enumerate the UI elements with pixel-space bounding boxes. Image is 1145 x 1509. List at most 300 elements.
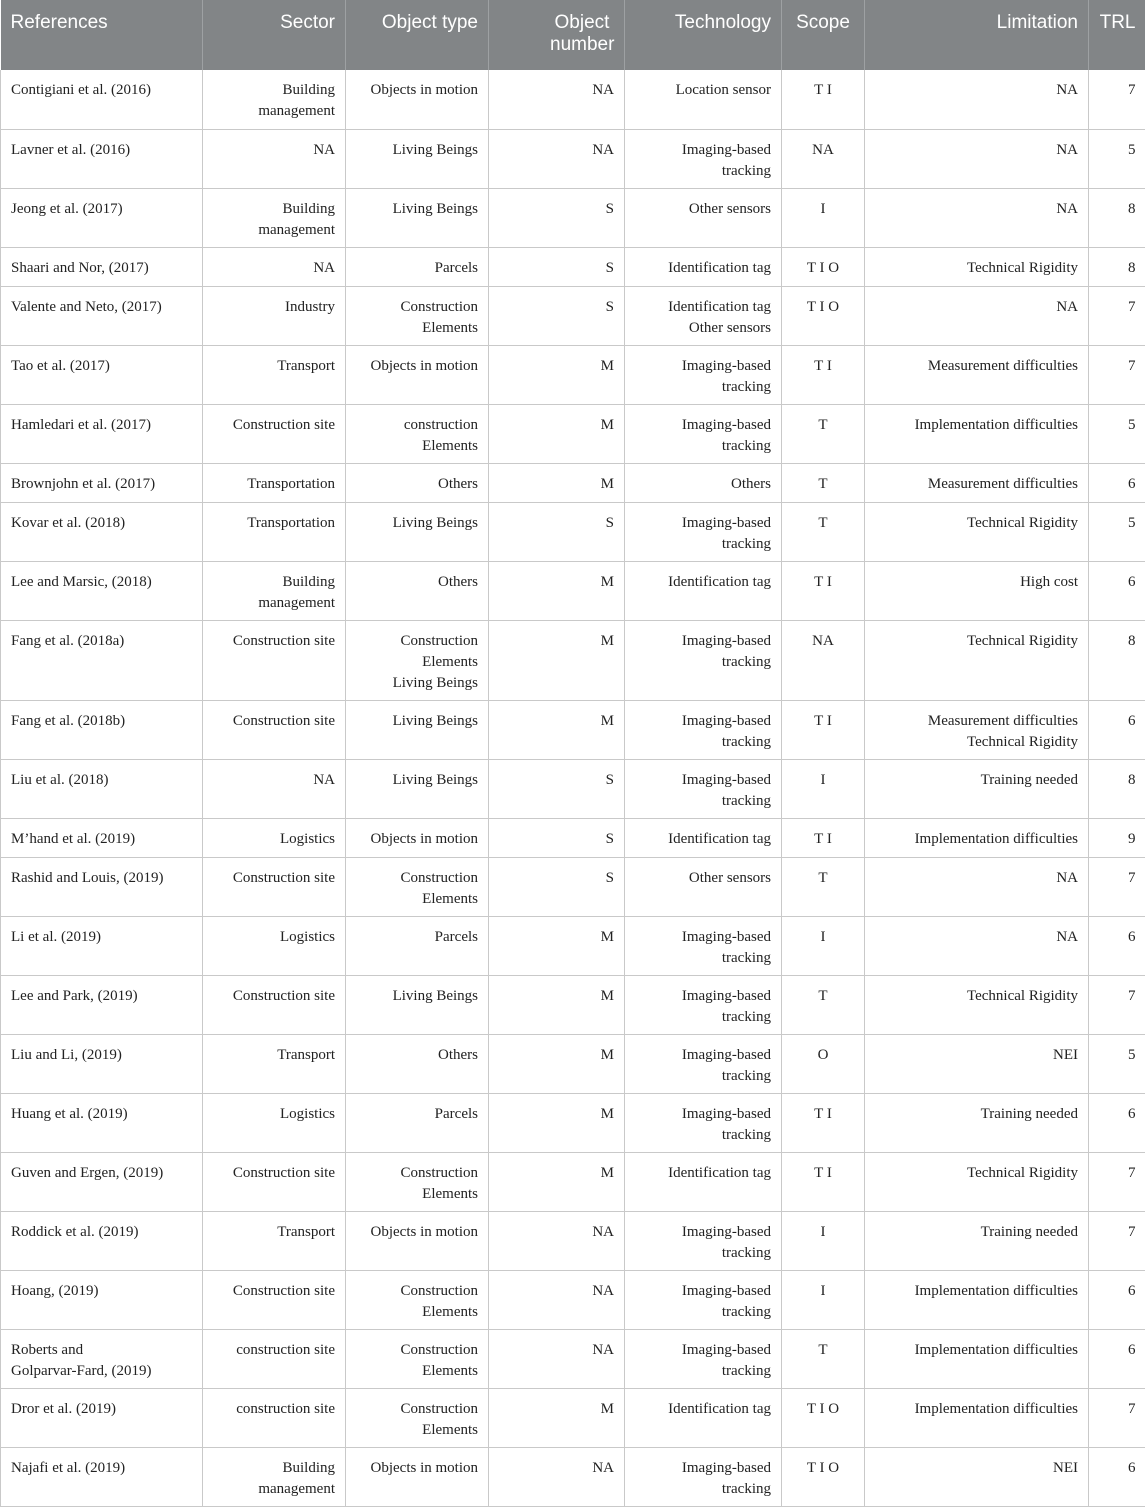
cell-limitation-line: NA: [1056, 141, 1078, 158]
cell-reference-line: Brownjohn et al. (2017): [11, 475, 156, 492]
cell-object-number-value: M: [600, 1400, 614, 1417]
cell-technology-line: tracking: [721, 653, 771, 670]
cell-object-type-line: Elements: [422, 1362, 478, 1379]
cell-object-type-line: Parcels: [434, 259, 478, 276]
cell-sector-line: Transport: [277, 1046, 335, 1063]
cell-sector: [203, 345, 346, 404]
cell-object-type: [346, 1270, 489, 1329]
table-row: [1, 247, 1145, 286]
cell-trl-value: 5: [1128, 514, 1136, 531]
cell-sector-line: Logistics: [280, 1105, 335, 1122]
cell-trl-value: 5: [1128, 1046, 1136, 1063]
cell-reference: [1, 857, 203, 916]
cell-object-type-line: Elements: [422, 319, 478, 336]
cell-object-type-line: Others: [438, 573, 478, 590]
cell-scope: [782, 1329, 865, 1388]
cell-scope: [782, 975, 865, 1034]
cell-object-type: [346, 1211, 489, 1270]
cell-object-number-value: M: [600, 573, 614, 590]
cell-limitation-line: NA: [1056, 298, 1078, 315]
cell-trl: [1089, 129, 1145, 188]
cell-reference: [1, 1034, 203, 1093]
cell-sector: [203, 404, 346, 463]
cell-technology-line: Imaging-based: [681, 357, 771, 374]
cell-technology: [625, 247, 782, 286]
cell-scope-value: I: [820, 1223, 826, 1240]
cell-technology-line: Identification tag: [668, 573, 771, 590]
cell-technology: [625, 129, 782, 188]
cell-reference-line: Kovar et al. (2018): [11, 514, 126, 531]
cell-reference-line: Najafi et al. (2019): [11, 1459, 126, 1476]
cell-sector: [203, 759, 346, 818]
cell-object-type-line: Elements: [422, 437, 478, 454]
cell-sector: [203, 463, 346, 502]
cell-technology-line: tracking: [721, 1362, 771, 1379]
cell-technology-line: Imaging-based: [681, 771, 771, 788]
cell-sector: [203, 1211, 346, 1270]
cell-object-type-line: Parcels: [434, 1105, 478, 1122]
cell-reference-line: Rashid and Louis, (2019): [11, 869, 164, 886]
cell-object-type: [346, 818, 489, 857]
cell-scope-value: T: [818, 416, 828, 433]
cell-trl-value: 5: [1128, 141, 1136, 158]
cell-technology: [625, 1152, 782, 1211]
cell-scope: [782, 857, 865, 916]
table-row: [1, 1093, 1145, 1152]
cell-scope-value: T I O: [806, 1400, 840, 1417]
cell-scope: [782, 818, 865, 857]
cell-limitation: [865, 975, 1089, 1034]
cell-technology-line: tracking: [721, 1480, 771, 1497]
cell-object-number: [489, 463, 625, 502]
cell-object-number: [489, 759, 625, 818]
cell-technology: [625, 1034, 782, 1093]
cell-object-type: [346, 620, 489, 700]
cell-scope-value: T I O: [806, 1459, 840, 1476]
header-references: References: [1, 0, 203, 70]
cell-scope-value: T: [818, 987, 828, 1004]
cell-technology: [625, 286, 782, 345]
cell-object-number-value: M: [600, 416, 614, 433]
cell-limitation-line: Technical Rigidity: [966, 1164, 1078, 1181]
cell-object-number-value: S: [605, 259, 614, 276]
cell-trl: [1089, 404, 1145, 463]
cell-technology-line: Imaging-based: [681, 1341, 771, 1358]
cell-scope-value: T I: [814, 357, 832, 374]
table-row: [1, 975, 1145, 1034]
table-row: [1, 1447, 1145, 1506]
cell-sector-line: NA: [313, 771, 335, 788]
cell-scope: [782, 1211, 865, 1270]
cell-trl-value: 5: [1128, 416, 1136, 433]
cell-sector-line: Construction site: [232, 416, 335, 433]
header-object-type: Object type: [346, 0, 489, 70]
cell-technology-line: Identification tag: [668, 298, 771, 315]
header-object-number-label: Object number: [550, 12, 615, 55]
cell-technology: [625, 463, 782, 502]
cell-object-number-value: S: [605, 298, 614, 315]
cell-sector: [203, 129, 346, 188]
cell-object-type: [346, 188, 489, 247]
cell-object-number: [489, 1152, 625, 1211]
cell-limitation-line: Implementation difficulties: [914, 416, 1078, 433]
cell-trl-value: 6: [1128, 573, 1136, 590]
cell-reference-line: Fang et al. (2018a): [11, 632, 125, 649]
cell-reference: [1, 1152, 203, 1211]
cell-object-number: [489, 916, 625, 975]
cell-limitation: [865, 1447, 1089, 1506]
table-row: [1, 70, 1145, 129]
cell-reference-line: Dror et al. (2019): [11, 1400, 116, 1417]
cell-technology-line: Imaging-based: [681, 141, 771, 158]
cell-sector-line: Building: [282, 200, 335, 217]
cell-sector-line: Transportation: [247, 514, 335, 531]
cell-reference: [1, 975, 203, 1034]
cell-trl: [1089, 502, 1145, 561]
cell-object-type-line: Objects in motion: [370, 357, 478, 374]
cell-sector: [203, 1093, 346, 1152]
cell-reference: [1, 759, 203, 818]
cell-object-type: [346, 1034, 489, 1093]
cell-object-number: [489, 561, 625, 620]
cell-reference: [1, 1388, 203, 1447]
cell-object-type-line: Living Beings: [392, 200, 478, 217]
cell-trl-value: 7: [1128, 357, 1136, 374]
cell-trl-value: 8: [1128, 771, 1136, 788]
cell-reference: [1, 1447, 203, 1506]
cell-limitation: [865, 70, 1089, 129]
cell-object-type-line: Elements: [422, 1303, 478, 1320]
cell-sector: [203, 70, 346, 129]
cell-limitation: [865, 502, 1089, 561]
cell-scope-value: I: [820, 1282, 826, 1299]
cell-scope-value: T I O: [806, 298, 840, 315]
cell-limitation: [865, 1152, 1089, 1211]
cell-reference-line: Golparvar-Fard, (2019): [11, 1362, 152, 1379]
cell-trl: [1089, 1388, 1145, 1447]
cell-object-number: [489, 247, 625, 286]
cell-technology: [625, 1329, 782, 1388]
cell-scope-value: T I: [814, 1164, 832, 1181]
cell-sector: [203, 916, 346, 975]
cell-object-number: [489, 857, 625, 916]
cell-object-number: [489, 975, 625, 1034]
table-row: [1, 1211, 1145, 1270]
cell-technology-line: tracking: [721, 733, 771, 750]
cell-sector-line: Transport: [277, 1223, 335, 1240]
cell-technology-line: Imaging-based: [681, 1223, 771, 1240]
cell-limitation: [865, 700, 1089, 759]
cell-scope-value: T I: [814, 82, 832, 98]
cell-limitation: [865, 916, 1089, 975]
cell-reference-line: Lee and Park, (2019): [11, 987, 138, 1004]
cell-object-type: [346, 916, 489, 975]
cell-object-type: [346, 759, 489, 818]
cell-object-type-line: Others: [438, 475, 478, 492]
cell-limitation: [865, 345, 1089, 404]
cell-technology-line: Location sensor: [675, 82, 771, 98]
cell-scope: [782, 1152, 865, 1211]
cell-reference: [1, 1329, 203, 1388]
cell-object-type-line: Construction: [400, 298, 478, 315]
table-row: [1, 620, 1145, 700]
cell-scope-value: I: [820, 771, 826, 788]
cell-object-number-value: S: [605, 869, 614, 886]
cell-reference-line: Contigiani et al. (2016): [11, 82, 151, 98]
cell-scope: [782, 463, 865, 502]
cell-reference-line: Shaari and Nor, (2017): [11, 259, 149, 276]
cell-technology-line: Imaging-based: [681, 632, 771, 649]
cell-technology-line: Imaging-based: [681, 987, 771, 1004]
table-row: [1, 561, 1145, 620]
cell-reference: [1, 818, 203, 857]
cell-limitation: [865, 1388, 1089, 1447]
cell-trl: [1089, 1447, 1145, 1506]
cell-limitation-line: NA: [1056, 928, 1078, 945]
cell-technology: [625, 759, 782, 818]
cell-object-number-value: NA: [592, 1459, 614, 1476]
cell-trl: [1089, 1093, 1145, 1152]
cell-sector: [203, 502, 346, 561]
cell-object-type-line: Construction: [400, 1164, 478, 1181]
cell-sector: [203, 1329, 346, 1388]
header-limitation: Limitation: [865, 0, 1089, 70]
cell-scope-value: T I: [814, 573, 832, 590]
cell-limitation-line: Technical Rigidity: [966, 632, 1078, 649]
cell-technology-line: tracking: [721, 378, 771, 395]
cell-object-number: [489, 1211, 625, 1270]
cell-scope-value: T: [818, 1341, 828, 1358]
cell-object-type-line: Objects in motion: [370, 830, 478, 847]
cell-limitation-line: Measurement difficulties: [927, 357, 1078, 374]
cell-trl-value: 6: [1128, 1459, 1136, 1476]
cell-sector: [203, 975, 346, 1034]
cell-object-number-value: S: [605, 830, 614, 847]
cell-scope: [782, 620, 865, 700]
cell-scope: [782, 345, 865, 404]
cell-object-type: [346, 247, 489, 286]
table-row: [1, 1270, 1145, 1329]
header-trl: TRL: [1089, 0, 1145, 70]
table-row: [1, 1152, 1145, 1211]
table-row: [1, 463, 1145, 502]
cell-trl: [1089, 620, 1145, 700]
cell-sector-line: NA: [313, 141, 335, 158]
cell-technology: [625, 916, 782, 975]
cell-object-number: [489, 345, 625, 404]
table-row: [1, 1034, 1145, 1093]
cell-sector-line: Logistics: [280, 830, 335, 847]
cell-object-type-line: Elements: [422, 653, 478, 670]
cell-object-type: [346, 1093, 489, 1152]
cell-limitation-line: NA: [1056, 82, 1078, 98]
cell-object-type: [346, 1152, 489, 1211]
cell-object-number: [489, 818, 625, 857]
cell-limitation-line: NEI: [1053, 1459, 1078, 1476]
cell-technology-line: Identification tag: [668, 1400, 771, 1417]
cell-limitation: [865, 857, 1089, 916]
cell-sector-line: management: [258, 103, 335, 119]
table-row: [1, 286, 1145, 345]
cell-trl-value: 6: [1128, 1105, 1136, 1122]
cell-trl-value: 9: [1128, 830, 1136, 847]
cell-scope: [782, 502, 865, 561]
cell-sector: [203, 561, 346, 620]
cell-sector-line: management: [258, 1480, 335, 1497]
cell-reference-line: Hoang, (2019): [11, 1282, 99, 1299]
cell-sector-line: Transportation: [247, 475, 335, 492]
cell-sector: [203, 247, 346, 286]
cell-trl: [1089, 286, 1145, 345]
cell-technology: [625, 1447, 782, 1506]
cell-reference-line: Tao et al. (2017): [11, 357, 110, 374]
cell-object-number: [489, 129, 625, 188]
cell-technology: [625, 1093, 782, 1152]
cell-object-number-value: NA: [592, 1282, 614, 1299]
cell-object-type-line: Others: [438, 1046, 478, 1063]
cell-object-number-value: M: [600, 357, 614, 374]
cell-sector: [203, 188, 346, 247]
cell-object-type: [346, 857, 489, 916]
cell-scope-value: T I: [814, 712, 832, 729]
cell-limitation-line: Measurement difficulties: [927, 712, 1078, 729]
cell-object-number-value: M: [600, 1046, 614, 1063]
cell-technology: [625, 404, 782, 463]
cell-technology-line: tracking: [721, 792, 771, 809]
cell-scope-value: T I O: [806, 259, 840, 276]
header-scope: Scope: [782, 0, 865, 70]
cell-technology: [625, 188, 782, 247]
cell-scope-value: I: [820, 200, 826, 217]
cell-scope: [782, 916, 865, 975]
cell-trl: [1089, 1329, 1145, 1388]
cell-reference-line: Guven and Ergen, (2019): [11, 1164, 164, 1181]
cell-trl-value: 8: [1128, 632, 1136, 649]
cell-technology-line: Other sensors: [688, 200, 771, 217]
cell-object-type: [346, 345, 489, 404]
cell-sector-line: NA: [313, 259, 335, 276]
cell-object-number-value: S: [605, 771, 614, 788]
cell-technology-line: Imaging-based: [681, 1282, 771, 1299]
cell-object-number-value: M: [600, 475, 614, 492]
cell-object-type: [346, 1388, 489, 1447]
cell-reference-line: Li et al. (2019): [11, 928, 101, 945]
cell-reference: [1, 70, 203, 129]
cell-object-number: [489, 1093, 625, 1152]
cell-object-number: [489, 404, 625, 463]
cell-reference-line: Roberts and: [11, 1341, 84, 1358]
cell-scope-value: I: [820, 928, 826, 945]
cell-object-type: [346, 129, 489, 188]
cell-object-number-value: M: [600, 928, 614, 945]
cell-trl-value: 7: [1128, 987, 1136, 1004]
table-body: [1, 70, 1145, 1506]
cell-technology-line: Imaging-based: [681, 1459, 771, 1476]
cell-trl: [1089, 700, 1145, 759]
header-technology: Technology: [625, 0, 782, 70]
cell-technology-line: Imaging-based: [681, 712, 771, 729]
cell-limitation-line: Measurement difficulties: [927, 475, 1078, 492]
table-row: [1, 188, 1145, 247]
cell-limitation-line: Technical Rigidity: [966, 259, 1078, 276]
cell-sector: [203, 700, 346, 759]
cell-object-number: [489, 700, 625, 759]
cell-trl-value: 7: [1128, 82, 1136, 98]
cell-sector-line: Construction site: [232, 1282, 335, 1299]
cell-limitation-line: Technical Rigidity: [966, 733, 1078, 750]
cell-object-number: [489, 70, 625, 129]
cell-limitation: [865, 759, 1089, 818]
cell-limitation-line: Implementation difficulties: [914, 1341, 1078, 1358]
cell-scope: [782, 70, 865, 129]
header-sector: Sector: [203, 0, 346, 70]
cell-limitation-line: Implementation difficulties: [914, 830, 1078, 847]
cell-trl-value: 6: [1128, 475, 1136, 492]
cell-sector-line: Transport: [277, 357, 335, 374]
cell-reference-line: Fang et al. (2018b): [11, 712, 126, 729]
cell-limitation: [865, 404, 1089, 463]
cell-object-type-line: Elements: [422, 1185, 478, 1202]
cell-sector: [203, 818, 346, 857]
cell-trl: [1089, 1270, 1145, 1329]
cell-object-type-line: Construction: [400, 1400, 478, 1417]
cell-trl-value: 6: [1128, 1282, 1136, 1299]
table-row: [1, 700, 1145, 759]
cell-limitation: [865, 1329, 1089, 1388]
cell-object-type-line: Living Beings: [392, 712, 478, 729]
cell-scope-value: O: [817, 1046, 829, 1063]
cell-object-type-line: Elements: [422, 1421, 478, 1438]
cell-scope: [782, 1093, 865, 1152]
cell-object-type-line: Living Beings: [392, 141, 478, 158]
cell-object-type-line: Objects in motion: [370, 1223, 478, 1240]
cell-reference-line: Jeong et al. (2017): [11, 200, 123, 217]
cell-object-number: [489, 620, 625, 700]
cell-technology-line: Imaging-based: [681, 416, 771, 433]
cell-technology: [625, 1211, 782, 1270]
table-row: [1, 818, 1145, 857]
table-row: [1, 916, 1145, 975]
cell-limitation: [865, 1093, 1089, 1152]
cell-sector: [203, 1152, 346, 1211]
cell-scope: [782, 759, 865, 818]
cell-technology-line: Others: [731, 475, 771, 492]
cell-object-type-line: Parcels: [434, 928, 478, 945]
cell-scope-value: T: [818, 514, 828, 531]
cell-object-number-value: NA: [592, 141, 614, 158]
cell-object-type-line: Living Beings: [392, 987, 478, 1004]
cell-technology-line: tracking: [721, 437, 771, 454]
cell-technology: [625, 561, 782, 620]
cell-trl: [1089, 561, 1145, 620]
cell-sector-line: construction site: [236, 1400, 335, 1417]
table-header: [1, 0, 1145, 70]
cell-limitation: [865, 1034, 1089, 1093]
cell-object-number-value: M: [600, 1164, 614, 1181]
cell-limitation: [865, 818, 1089, 857]
cell-object-number-value: S: [605, 514, 614, 531]
cell-limitation-line: Training needed: [980, 771, 1078, 788]
cell-reference-line: Liu et al. (2018): [11, 771, 109, 788]
cell-sector-line: Construction site: [232, 987, 335, 1004]
cell-reference: [1, 247, 203, 286]
cell-sector-line: Industry: [285, 298, 335, 315]
table-row: [1, 404, 1145, 463]
cell-technology-line: tracking: [721, 949, 771, 966]
cell-object-number-value: S: [605, 200, 614, 217]
cell-object-type-line: Living Beings: [392, 674, 478, 691]
cell-sector-line: management: [258, 221, 335, 238]
